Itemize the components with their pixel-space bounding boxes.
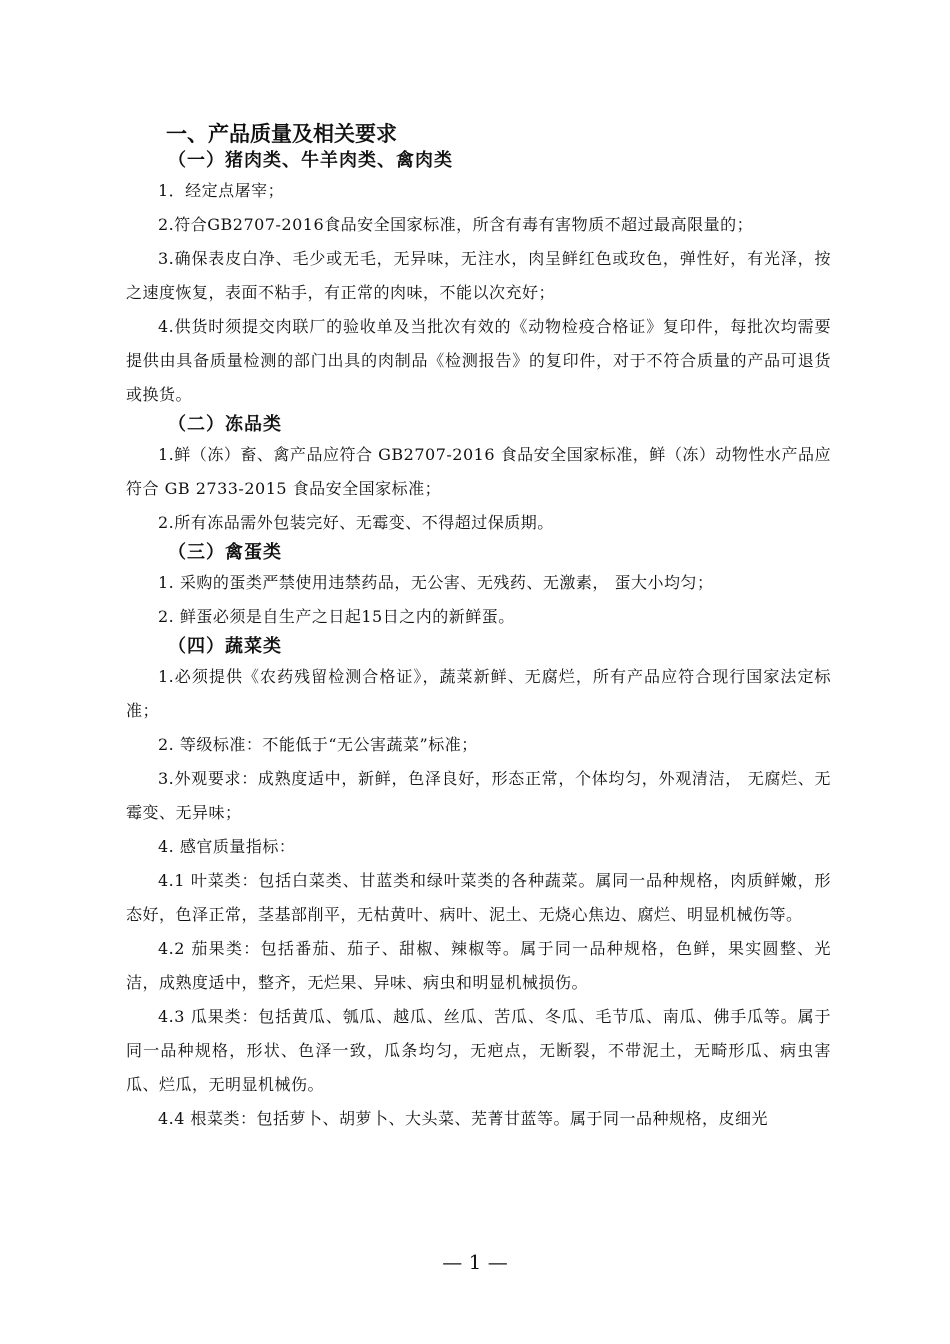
paragraph: 1.必须提供《农药残留检测合格证》，蔬菜新鲜、无腐烂，所有产品应符合现行国家法定标准； [126, 667, 831, 720]
body-text [126, 120, 831, 1136]
paragraph: 4.供货时须提交肉联厂的验收单及当批次有效的《动物检疫合格证》复印件，每批次均需要提供由具备质量检测的部门出具的肉制品《检测报告》的复印件，对于不符合质量的产品可退货或换货。 [126, 317, 831, 404]
paragraph: 1．经定点屠宰； [158, 181, 285, 200]
subsection-title-vegetables: （四）蔬菜类 [168, 636, 282, 657]
paragraph: 2. 鲜蛋必须是自生产之日起15日之内的新鲜蛋。 [158, 607, 515, 626]
paragraph: 1. 采购的蛋类严禁使用违禁药品，无公害、无残药、无激素， 蛋大小均匀； [158, 573, 714, 592]
section-heading: 一、产品质量及相关要求 [166, 122, 397, 146]
paragraph: 2.符合GB2707-2016食品安全国家标准，所含有毒有害物质不超过最高限量的； [158, 215, 754, 234]
paragraph: 3.外观要求：成熟度适中，新鲜，色泽良好，形态正常，个体均匀，外观清洁， 无腐烂、无霉变、无异味； [126, 769, 831, 822]
paragraph: 2.所有冻品需外包装完好、无霉变、不得超过保质期。 [158, 513, 554, 532]
paragraph: 4.3 瓜果类：包括黄瓜、瓠瓜、越瓜、丝瓜、苦瓜、冬瓜、毛节瓜、南瓜、佛手瓜等。属于同一品种规格，形状、色泽一致，瓜条均匀，无疤点，无断裂，不带泥土，无畸形瓜、病虫害瓜、烂瓜，无明显机械伤。 [126, 1007, 831, 1094]
paragraph: 3.确保表皮白净、毛少或无毛，无异味，无注水，肉呈鲜红色或玫色，弹性好，有光泽，按之速度恢复，表面不粘手，有正常的肉味，不能以次充好； [126, 249, 831, 302]
paragraph: 1.鲜（冻）畜、禽产品应符合 GB2707-2016 食品安全国家标准，鲜（冻）动物性水产品应符合 GB 2733-2015 食品安全国家标准； [126, 445, 831, 498]
paragraph: 4.4 根菜类：包括萝卜、胡萝卜、大头菜、芜菁甘蓝等。属于同一品种规格，皮细光 [158, 1109, 769, 1128]
paragraph: 4. 感官质量指标： [158, 837, 296, 856]
subsection-title-meat: （一）猪肉类、牛羊肉类、禽肉类 [168, 150, 453, 171]
subsection-title-frozen: （二）冻品类 [168, 414, 282, 435]
paragraph: 2. 等级标准：不能低于“无公害蔬菜”标准； [158, 735, 478, 754]
paragraph: 4.1 叶菜类：包括白菜类、甘蓝类和绿叶菜类的各种蔬菜。属同一品种规格，肉质鲜嫩，形态好，色泽正常，茎基部削平，无枯黄叶、病叶、泥土、无烧心焦边、腐烂、明显机械伤等。 [126, 871, 831, 924]
subsection-title-eggs: （三）禽蛋类 [168, 542, 282, 563]
paragraph: 4.2 茄果类：包括番茄、茄子、甜椒、辣椒等。属于同一品种规格，色鲜，果实圆整、光洁，成熟度适中，整齐，无烂果、异味、病虫和明显机械损伤。 [126, 939, 831, 992]
page-number: — 1 — [442, 1250, 508, 1274]
